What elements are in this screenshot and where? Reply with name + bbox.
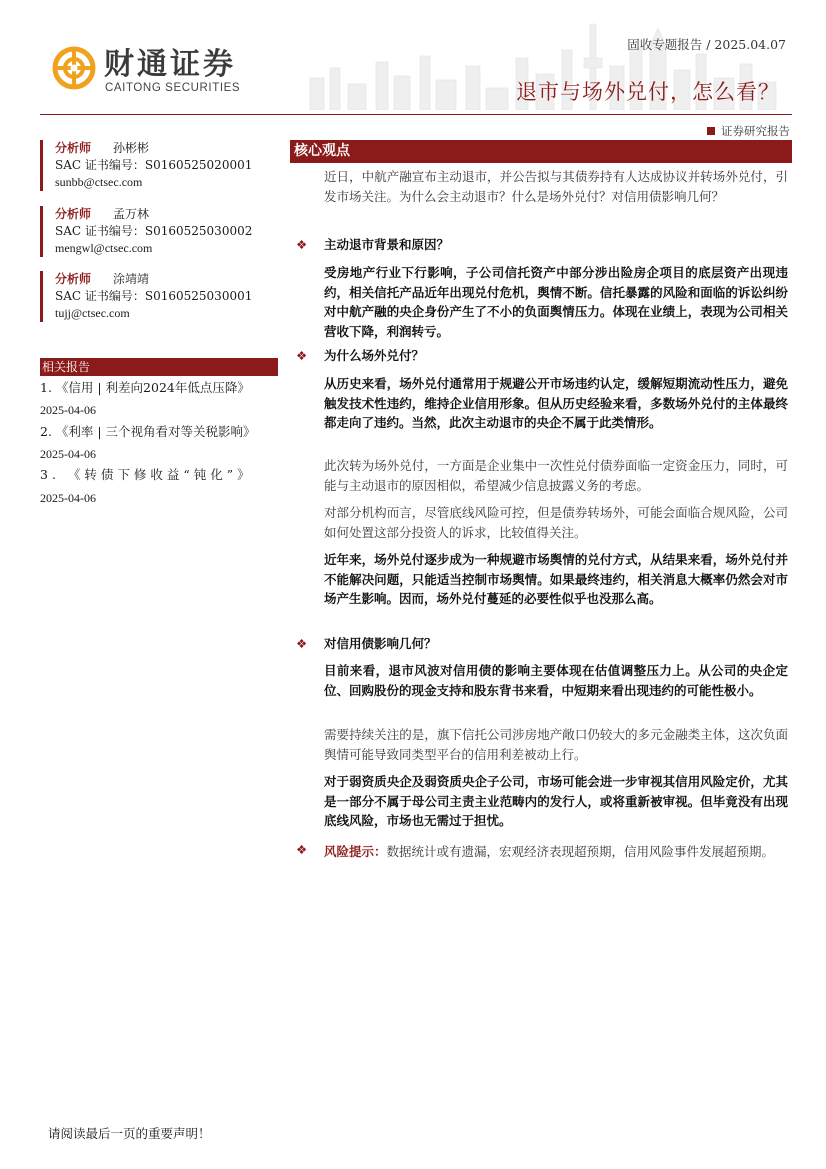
analyst-name: 孙彬彬 [113, 141, 150, 155]
intro-paragraph: 近日，中航产融宣布主动退市，并公告拟与其债券持有人达成协议并转场外兑付，引发市场关注。为什么会主动退市？什么是场外兑付？对信用债影响几何？ [324, 169, 788, 204]
analyst-card [40, 206, 295, 257]
body-paragraph: 对部分机构而言，尽管底线风险可控，但是债券转场外，可能会面临合规风险，公司如何处置这部分投资人的诉求，比较值得关注。 [324, 505, 788, 540]
analyst-role: 分析师 [55, 272, 92, 286]
answer-paragraph: 对于弱资质央企及弱资质央企子公司，市场可能会进一步审视其信用风险定价，尤其是一部分不属于母公司主责主业范畴内的发行人，或将重新被审视。但毕竟没有出现底线风险，市场也无需过于担忧。 [324, 774, 788, 828]
section-header-core: 核心观点 [290, 140, 792, 163]
related-report-date: 2025-04-06 [40, 491, 96, 505]
caitong-logo-icon [52, 46, 96, 90]
logo-cn: 财通证券 [104, 47, 236, 82]
related-report-date: 2025-04-06 [40, 403, 96, 417]
answer-paragraph: 目前来看，退市风波对信用债的影响主要体现在估值调整压力上。从公司的央企定位、回购股份的现金支持和股东背书来看，中短期来看出现违约的可能性极小。 [324, 663, 788, 698]
report-type [707, 123, 790, 139]
related-report-link[interactable]: 2. 《利率 | 三个视角看对等关税影响》 [40, 424, 256, 439]
square-bullet-icon [707, 127, 715, 135]
risk-heading [296, 842, 324, 857]
diamond-bullet-icon: ❖ [296, 636, 308, 651]
logo-en: CAITONG SECURITIES [105, 82, 241, 94]
diamond-bullet-icon: ❖ [296, 237, 308, 252]
diamond-bullet-icon: ❖ [296, 348, 308, 363]
analyst-cert: SAC 证书编号：S0160525020001 [55, 158, 253, 172]
analyst-name: 涂靖靖 [113, 272, 150, 286]
analyst-role: 分析师 [55, 141, 92, 155]
analyst-role: 分析师 [55, 207, 92, 221]
body-paragraph: 此次转为场外兑付，一方面是企业集中一次性兑付债券面临一定资金压力，同时，可能与主动退市的原因相似，希望减少信息披露义务的考虑。 [324, 458, 788, 493]
related-report-date: 2025-04-06 [40, 447, 96, 461]
diamond-bullet-icon: ❖ [296, 842, 308, 857]
answer-paragraph: 从历史来看，场外兑付通常用于规避公开市场违约认定，缓解短期流动性压力，避免触发技术性违约，维持企业信用形象。但从历史经验来看，多数场外兑付的主体最终都走向了违约。当然，此次主动退市的央企不属于此类情形。 [324, 376, 788, 430]
related-report-link[interactable]: 1. 《信用 | 利差向2024年低点压降》 [40, 380, 250, 395]
question-heading [296, 346, 424, 364]
question-text: 主动退市背景和原因？ [324, 237, 450, 252]
analyst-email[interactable]: mengwl@ctsec.com [55, 241, 153, 255]
analyst-email[interactable]: sunbb@ctsec.com [55, 175, 143, 189]
risk-label: 风险提示： [324, 844, 387, 859]
analyst-cert: SAC 证书编号：S0160525030002 [55, 224, 253, 238]
question-heading [296, 634, 437, 652]
related-report-link[interactable]: 3. 《转债下修收益“钝化”》 [40, 467, 254, 482]
header-meta: 固收专题报告 / 2025.04.07 [627, 37, 786, 52]
analyst-cert: SAC 证书编号：S0160525030001 [55, 289, 253, 303]
answer-paragraph: 受房地产行业下行影响，子公司信托资产中部分涉出险房企项目的底层资产出现违约，相关信托产品近年出现兑付危机，舆情不断。信托暴露的风险和面临的诉讼纠纷对中航产融的央企身份产生了不小的负面舆情压力。体现在业绩上，表现为公司相关营收下降，利润转亏。 [324, 265, 788, 339]
analyst-card [40, 140, 295, 191]
analyst-name: 孟万林 [113, 207, 150, 221]
question-text: 对信用债影响几何？ [324, 636, 437, 651]
body-paragraph: 需要持续关注的是，旗下信托公司涉房地产敞口仍较大的多元金融类主体，这次负面舆情可能导致同类型平台的信用利差被动上行。 [324, 727, 788, 762]
page-title: 退市与场外兑付，怎么看？ [516, 80, 780, 104]
question-heading [296, 235, 449, 253]
footer-disclaimer-note: 请阅读最后一页的重要声明！ [48, 1126, 211, 1141]
header-divider [40, 114, 792, 115]
report-type-label: 证券研究报告 [721, 124, 790, 138]
answer-paragraph: 近年来，场外兑付逐步成为一种规避市场舆情的兑付方式，从结果来看，场外兑付并不能解决问题，只能适当控制市场舆情。如果最终违约，相关消息大概率仍然会对市场产生影响。因而，场外兑付蔓延的必要性似乎也没那么高。 [324, 552, 788, 606]
related-reports-header: 相关报告 [40, 358, 278, 376]
question-text: 为什么场外兑付？ [324, 348, 425, 363]
analyst-card [40, 271, 295, 322]
analyst-email[interactable]: tujj@ctsec.com [55, 306, 130, 320]
risk-text: 数据统计或有遗漏，宏观经济表现超预期，信用风险事件发展超预期。 [386, 844, 775, 859]
risk-paragraph [324, 842, 788, 862]
